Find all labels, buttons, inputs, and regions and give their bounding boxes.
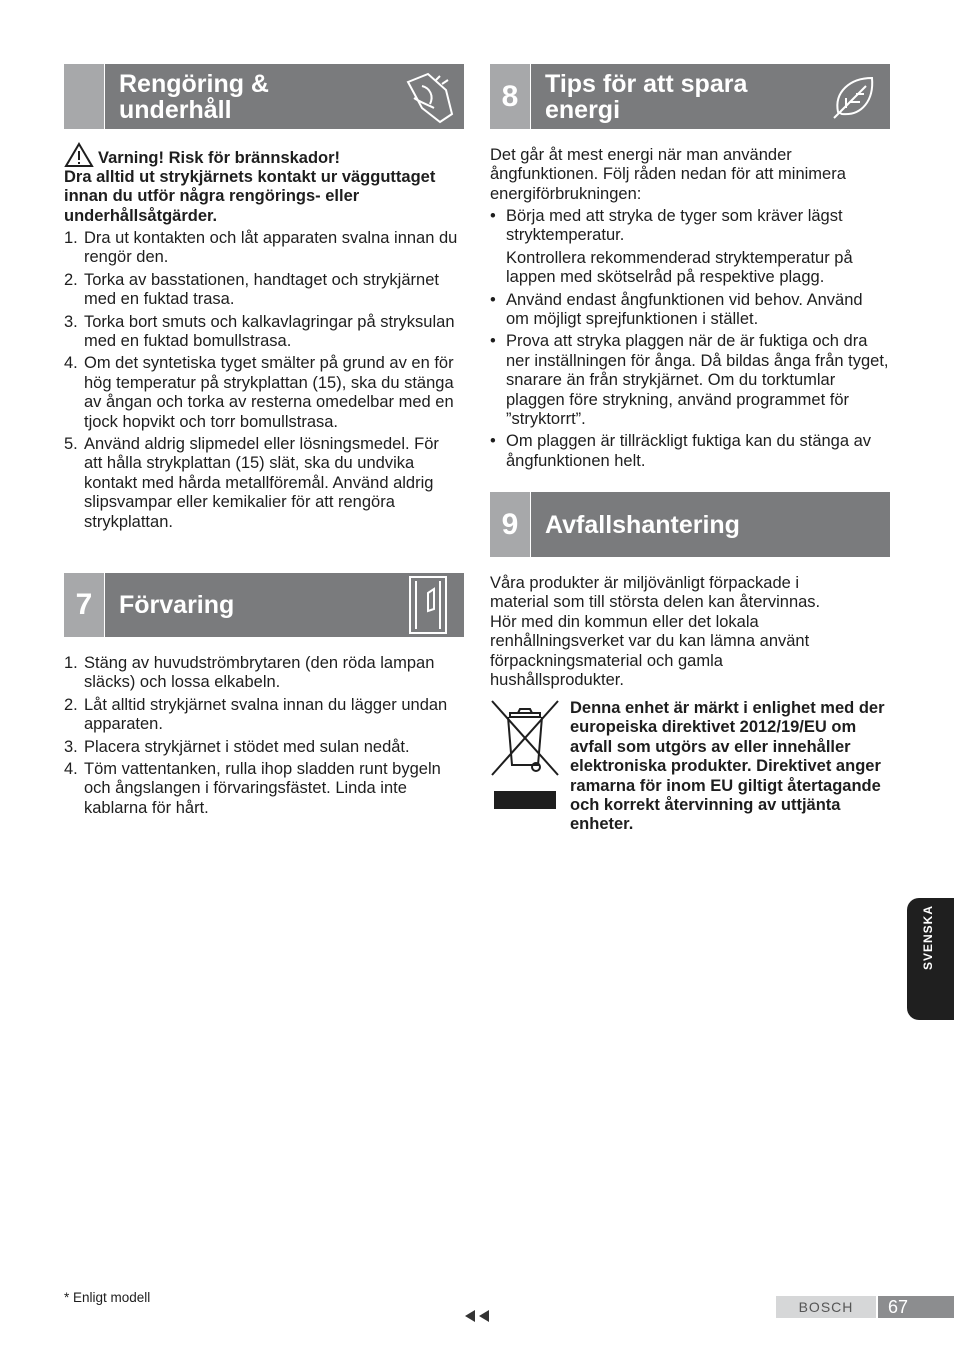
bullet-text: • Prova att stryka plaggen när de är fuktiga och dra ner inställningen för ånga. Då bildas ånga från tyget, snarare än från strykjärnet. Om du torktumlar plaggen före strykning, använd programmet för ”stryktorrt”.: [506, 332, 889, 429]
section-title: Förvaring: [119, 591, 235, 619]
storage-steps: [64, 654, 459, 821]
list-item-number: 1.: [64, 654, 78, 672]
section-header-disposal: [490, 492, 890, 557]
list-item-number: 3.: [64, 312, 78, 331]
list-item-text: Torka av basstationen, handtaget och strykjärnet med en fuktad trasa.: [84, 270, 439, 309]
bullet-item: [490, 291, 890, 330]
list-item-text: Använd aldrig slipmedel eller lösningsmedel. För att hålla strykplattan (15) slät, ska du undvika kontakt med hårda metallföremål. Använd aldrig slipsvampar eller kemikalier för att rengöra strykplattan.: [84, 435, 439, 531]
section-number: 7: [64, 573, 105, 637]
leaf-icon: [820, 64, 890, 129]
bullet-item: [490, 332, 890, 429]
cleaning-steps: [64, 229, 459, 535]
cloth-wipe-icon: [394, 64, 464, 129]
list-item-number: 1.: [64, 229, 78, 247]
list-item: [64, 738, 459, 757]
list-item-text: Töm vattentanken, rulla ihop sladden runt bygeln och ångslangen i förvaringsfästet. Linda inte kablarna för hårt.: [84, 760, 441, 817]
section-header-energy: [490, 64, 890, 129]
footnote: * Enligt modell: [64, 1290, 151, 1305]
list-item: [64, 760, 459, 818]
list-item-number: 2.: [64, 695, 78, 714]
weee-text: Denna enhet är märkt i enlighet med der europeiska direktivet 2012/19/EU om avfall som utgörs av eller innehåller elektroniska produkter. Direktivet anger ramarna för inom EU giltigt återtagande och korrekt återvinning av uttjänta enheter.: [570, 699, 885, 834]
list-item-text: Dra ut kontakten och låt apparaten svalna innan du rengör den.: [84, 229, 458, 267]
section-header-storage: [64, 573, 464, 637]
warning-triangle-icon: [64, 142, 94, 168]
list-item-number: 2.: [64, 270, 78, 289]
list-item-number: 5.: [64, 435, 78, 454]
section-number: 9: [490, 492, 531, 557]
section-title: Rengöring & underhåll: [119, 69, 269, 124]
page-number: 67: [878, 1296, 954, 1318]
list-item-text: Om det syntetiska tyget smälter på grund av en för hög temperatur på strykplattan (15), ska du stänga av ångan och torka av resterna omedelbar med en tjock hopvikt och torr bomullstrasa.: [84, 354, 454, 431]
double-left-arrow-icon[interactable]: [463, 1308, 493, 1329]
warning-body: Dra alltid ut strykjärnets kontakt ur vägguttaget innan du utför några rengörings- eller underhållsåtgärder.: [64, 168, 436, 225]
section-title: Avfallshantering: [545, 510, 740, 539]
list-item-text: Stäng av huvudströmbrytaren (den röda lampan släcks) och lossa elkabeln.: [84, 654, 435, 692]
brand-label: BOSCH: [776, 1296, 876, 1318]
list-item: [64, 313, 459, 352]
language-tab: [907, 898, 954, 1020]
section-number: 8: [490, 64, 531, 129]
list-item: [64, 696, 459, 735]
list-item-number: 4.: [64, 354, 78, 373]
list-item: [64, 354, 459, 432]
list-item: [64, 654, 459, 693]
cabinet-icon: [394, 573, 464, 637]
list-item: [64, 229, 459, 268]
energy-intro: Det går åt mest energi när man använder ångfunktionen. Följ råden nedan för att minimera energiförbrukningen:: [490, 146, 846, 203]
list-item: [64, 271, 459, 310]
bullet-text: • Använd endast ångfunktionen vid behov. Använd om möjligt sprejfunktionen i stället.: [506, 290, 863, 329]
list-item-number: 4.: [64, 760, 78, 779]
crossed-bin-icon: [490, 699, 560, 816]
warning-block: [64, 142, 464, 226]
disposal-intro: Våra produkter är miljövänligt förpackade i material som till största delen kan återvinnas. Hör med din kommun eller det lokala renhållningsverket var du kan lämna använt förpackningsmaterial och gamla hushållsprodukter.: [490, 574, 821, 690]
language-label: SVENSKA: [921, 904, 935, 970]
list-item-text: Placera strykjärnet i stödet med sulan nedåt.: [84, 737, 410, 756]
list-item-number: 3.: [64, 737, 78, 756]
bullet-text: • Om plaggen är tillräckligt fuktiga kan du stänga av ångfunktionen helt.: [506, 432, 872, 470]
section-title: Tips för att spara energi: [545, 69, 748, 124]
warning-title: Varning! Risk för brännskador!: [98, 148, 341, 167]
list-item: [64, 435, 459, 532]
bullet-extra-text: Kontrollera rekommenderad stryktemperatur på lappen med skötselråd på respektive plagg.: [506, 248, 853, 287]
bullet-text: • Börja med att stryka de tyger som kräver lägst stryktemperatur.: [506, 207, 843, 245]
bullet-item: [490, 207, 890, 288]
energy-tips: [490, 207, 890, 474]
section-number-box: [64, 64, 105, 129]
list-item-text: Torka bort smuts och kalkavlagringar på stryksulan med en fuktad bomullstrasa.: [84, 312, 455, 351]
list-item-text: Låt alltid strykjärnet svalna innan du lägger undan apparaten.: [84, 695, 448, 734]
bullet-item: [490, 432, 890, 471]
section-header-cleaning: [64, 64, 464, 129]
